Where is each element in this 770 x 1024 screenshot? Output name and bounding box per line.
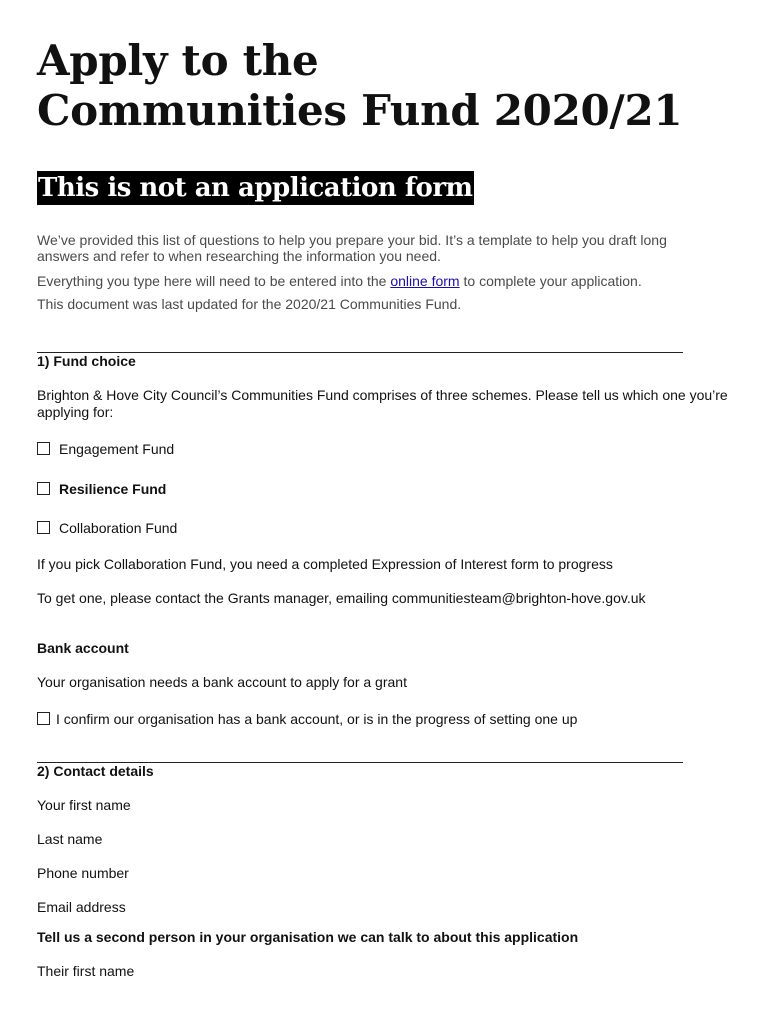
online-form-link[interactable]: online form (390, 273, 460, 289)
phone-number-label: Phone number (37, 865, 129, 881)
bank-account-text: Your organisation needs a bank account to apply for a grant (37, 674, 407, 690)
option-label: Engagement Fund (59, 441, 175, 457)
page-title (37, 36, 737, 136)
checkbox[interactable] (37, 712, 50, 725)
intro-p2-after: to complete your application. (459, 273, 642, 289)
not-application-form-banner: This is not an application form (38, 173, 473, 203)
option-label: Resilience Fund (59, 481, 167, 497)
section1-heading: 1) Fund choice (37, 353, 136, 369)
their-first-name-label: Their first name (37, 963, 135, 979)
first-name-label: Your first name (37, 797, 131, 813)
checkbox[interactable] (37, 442, 50, 455)
intro-paragraph-2 (37, 273, 717, 289)
fund-option-engagement[interactable] (37, 441, 737, 458)
section2-heading: 2) Contact details (37, 763, 154, 779)
bank-account-confirm[interactable] (37, 711, 737, 728)
last-name-label: Last name (37, 831, 103, 847)
checkbox[interactable] (37, 521, 50, 534)
bank-account-heading: Bank account (37, 640, 129, 656)
contact-grants-note: To get one, please contact the Grants manager, emailing communitiesteam@brighton-hove.gov.uk (37, 590, 646, 606)
fund-option-resilience[interactable] (37, 481, 737, 498)
checkbox[interactable] (37, 482, 50, 495)
collaboration-note: If you pick Collaboration Fund, you need a completed Expression of Interest form to progress (37, 556, 613, 572)
option-label: Collaboration Fund (59, 520, 178, 536)
fund-choice-description: Brighton & Hove City Council’s Communities Fund comprises of three schemes. Please tell us which one you’re applying for: (37, 387, 728, 420)
intro-p2-before: Everything you type here will need to be entered into the (37, 273, 391, 289)
banner-container (37, 171, 474, 205)
fund-option-collaboration[interactable] (37, 520, 737, 537)
second-person-heading: Tell us a second person in your organisation we can talk to about this application (37, 929, 579, 945)
title-line-2: Communities Fund 2020/21 (37, 86, 683, 135)
email-address-label: Email address (37, 899, 126, 915)
intro-paragraph-1: We’ve provided this list of questions to help you prepare your bid. It’s a template to help you draft long answers and refer to when researching the information you need. (37, 232, 667, 264)
intro-paragraph-3: This document was last updated for the 2020/21 Communities Fund. (37, 296, 462, 312)
confirm-label: I confirm our organisation has a bank account, or is in the progress of setting one up (56, 711, 578, 727)
title-line-1: Apply to the (37, 36, 319, 85)
